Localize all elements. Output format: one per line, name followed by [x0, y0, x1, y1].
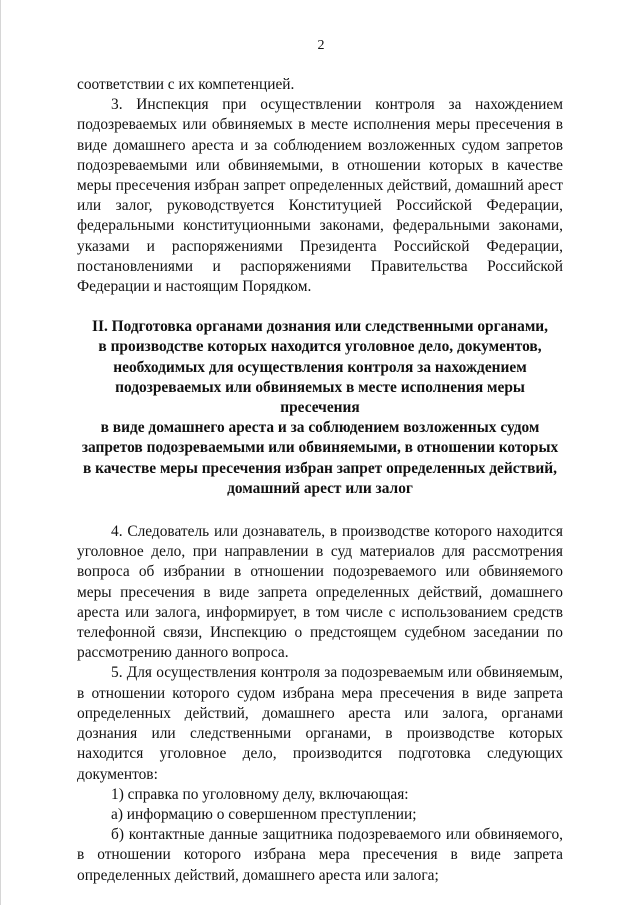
list-item-b: б) контактные данные защитника подозреваемого или обвиняемого, в отношении которого избрана мера пресечения в виде запрета определенных действий, домашнего ареста или залога; — [77, 826, 563, 884]
section-heading-line: в производстве которых находится уголовное дело, документов, — [98, 338, 542, 356]
section-heading-line: запретов подозреваемыми или обвиняемыми, в отношении которых — [81, 439, 559, 457]
list-item-1: 1) справка по уголовному делу, включающая: — [111, 785, 409, 803]
paragraph-4: 4. Следователь или дознаватель, в производстве которого находится уголовное дело, при направлении в суд материалов для рассмотрения вопроса об избрании в отношении подозреваемого или обвиняемого меры пресечения в виде запрета определенных действий, домашнего ареста или залога, информирует, в том числе с использованием средств телефонной связи, Инспекцию о предстоящем судебном заседании по рассмотрению данного вопроса. — [77, 523, 563, 662]
paragraph-3: 3. Инспекция при осуществлении контроля за нахождением подозреваемых или обвиняемых в месте исполнения меры пресечения в виде домашнего ареста и за соблюдением возложенных судом запретов подозреваемыми или обвиняемыми, в отношении которых в качестве меры пресечения избран запрет определенных действий, домашний арест или залог, руководствуется Конституцией Российской Федерации, федеральными конституционными законами, федеральными законами, указами и распоряжениями Президента Российской Федерации, постановлениями и распоряжениями Правительства Российской Федерации и настоящим Порядком. — [77, 96, 563, 296]
page-number: 2 — [317, 38, 325, 53]
list-item-a: а) информацию о совершенном преступлении; — [111, 805, 417, 823]
section-heading-line: II. Подготовка органами дознания или следственными органами, — [91, 318, 549, 336]
section-heading-line: подозреваемых или обвиняемых в месте исполнения меры пресечения — [115, 378, 525, 417]
section-heading-line: необходимых для осуществления контроля за нахождением — [113, 358, 527, 376]
section-heading-line: в виде домашнего ареста и за соблюдением возложенных судом — [100, 419, 540, 437]
paragraph-5: 5. Для осуществления контроля за подозреваемым или обвиняемым, в отношении которого судом избрана мера пресечения в виде запрета определенных действий, домашнего ареста или залога, органами дознания или следственными органами, в производстве которых находится уголовное дело, производится подготовка следующих документов: — [77, 664, 563, 783]
paragraph-continuation: соответствии с их компетенцией. — [77, 76, 295, 93]
section-heading-line: в качестве меры пресечения избран запрет определенных действий, — [83, 459, 557, 477]
section-heading-line: домашний арест или залог — [227, 479, 413, 497]
document-body — [77, 75, 563, 886]
section-heading — [77, 317, 563, 499]
